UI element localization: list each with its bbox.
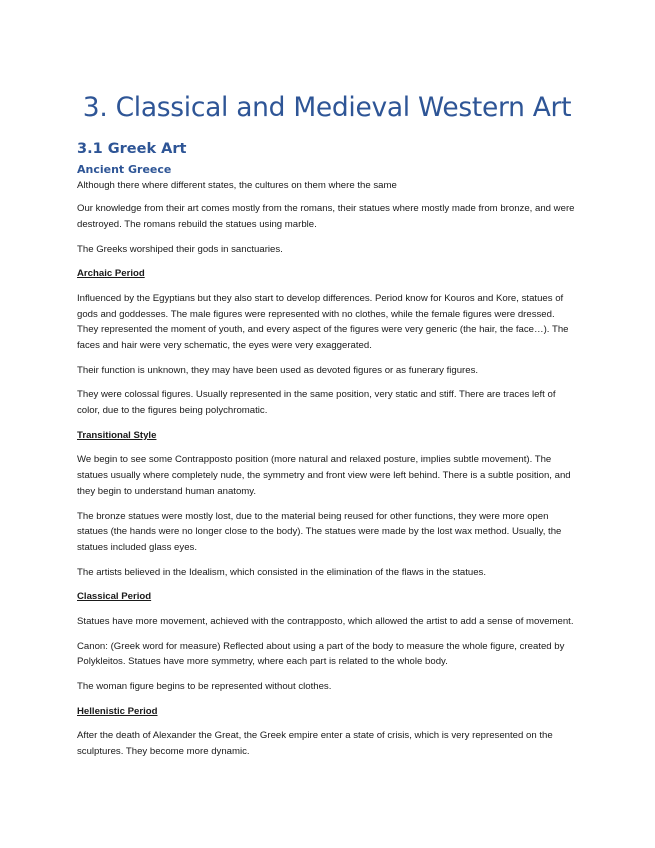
paragraph: They were colossal figures. Usually represented in the same position, very static and stiff. There are traces left of color, due to the figures being polychromatic. <box>77 389 556 417</box>
paragraph: Their function is unknown, they may have been used as devoted figures or as funerary figures. <box>77 364 479 376</box>
hellenistic-period-heading: Hellenistic Period <box>77 705 158 717</box>
paragraph: Canon: (Greek word for measure) Reflected about using a part of the body to measure the whole figure, created by Polykleitos. Statues have more symmetry, where each part is related to the whole body. <box>77 640 565 668</box>
paragraph: The artists believed in the Idealism, which consisted in the elimination of the flaws in the statues. <box>77 566 487 578</box>
paragraph: After the death of Alexander the Great, the Greek empire enter a state of crisis, which is very represented on the sculptures. They become more dynamic. <box>77 730 553 757</box>
paragraph: Statues have more movement, achieved with the contrapposto, which allowed the artist to add a sense of movement. <box>77 616 574 627</box>
transitional-style-heading: Transitional Style <box>77 429 157 441</box>
document-title: 3. Classical and Medieval Western Art <box>82 92 572 123</box>
paragraph: Our knowledge from their art comes mostly from the romans, their statues where mostly made from bronze, and were destroyed. The romans rebuild the statues using marble. <box>77 203 575 231</box>
paragraph: The bronze statues were mostly lost, due to the material being reused for other functions, they were more open statues (the hands were no longer close to the body). The statues were made by the lost wax method. Usually, the statues included glass eyes. <box>77 510 562 554</box>
paragraph: The woman figure begins to be represented without clothes. <box>77 680 332 692</box>
archaic-period-heading: Archaic Period <box>77 268 145 280</box>
paragraph: Influenced by the Egyptians but they also start to develop differences. Period know for Kouros and Kore, statues of gods and goddesses. The male figures were represented with no clothes, while the female figures were dressed. They represented the moment of youth, and every aspect of the figures were very generic (the hair, the face…). The faces and hair were very schematic, the eyes were very exaggerated. <box>77 292 569 352</box>
classical-period-heading: Classical Period <box>77 591 152 603</box>
subsection-heading: Ancient Greece <box>77 163 172 176</box>
section-heading: 3.1 Greek Art <box>77 141 187 157</box>
paragraph: We begin to see some Contrapposto position (more natural and relaxed posture, implies subtle movement). The statues usually where completely nude, the symmetry and front view were left behind. There is a subtle position, and they begin to understand human anatomy. <box>77 454 571 498</box>
paragraph: The Greeks worshiped their gods in sanctuaries. <box>77 243 283 255</box>
paragraph: Although there where different states, the cultures on them where the same <box>77 180 397 191</box>
